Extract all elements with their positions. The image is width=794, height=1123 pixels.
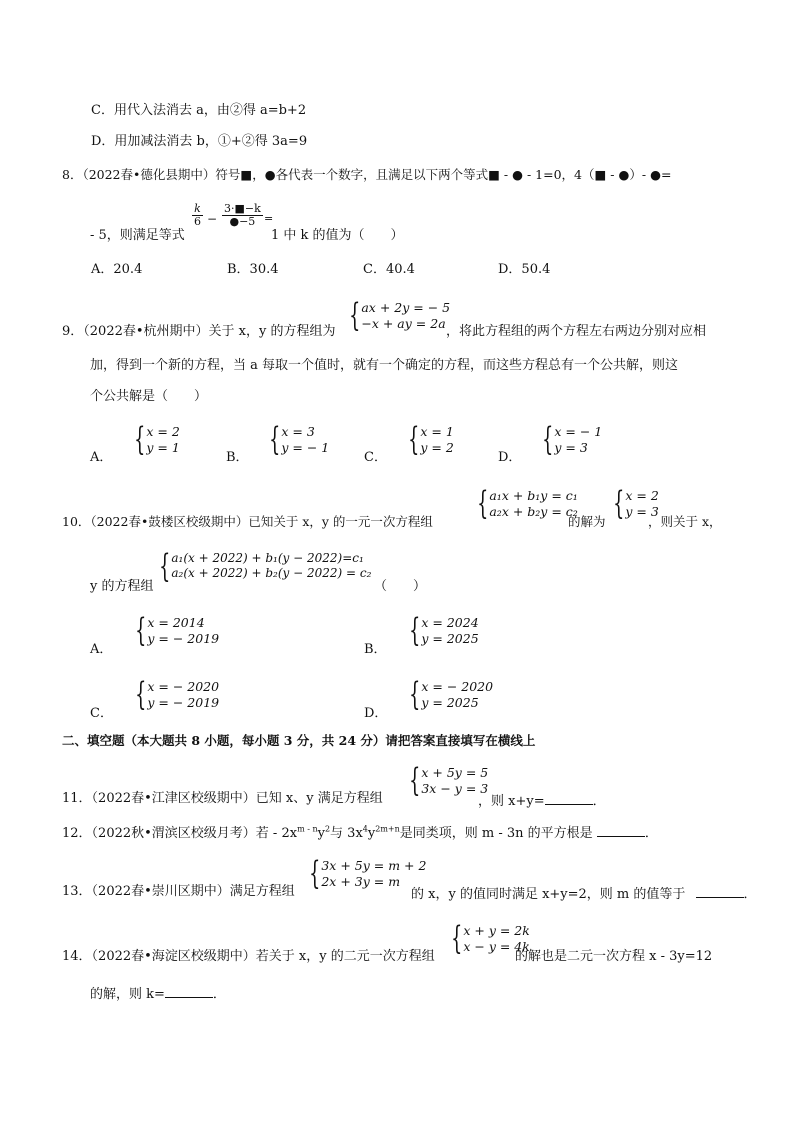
q10-a-row1: x = 2014 bbox=[147, 615, 205, 630]
q9-d-row2: y = 3 bbox=[554, 439, 588, 455]
q14-eq-2: x − y = 4k bbox=[463, 938, 530, 954]
q9-option-c-system: { x = 1 y = 2 bbox=[408, 420, 454, 458]
q13-eq-2: 2x + 3y = m bbox=[321, 873, 401, 889]
q9-c-row2: y = 2 bbox=[420, 439, 454, 455]
q10-system-2: { x = 2 y = 3 bbox=[613, 484, 659, 522]
q10-option-c-label: C． bbox=[90, 706, 113, 721]
q14-stem-pre: 14．（2022春•海淀区校级期中）若关于 x，y 的二元一次方程组 bbox=[62, 949, 435, 964]
q10-option-d-label: D． bbox=[364, 706, 388, 721]
q10-sys1-eq1: a₁x + b₁y = c₁ bbox=[489, 488, 578, 503]
q13-eq-1: 3x + 5y = m + 2 bbox=[321, 858, 427, 873]
q11-equation-system: { x + 5y = 5 3x − y = 3 bbox=[409, 761, 489, 799]
q9-option-d-label: D． bbox=[498, 450, 522, 465]
q8-equals-sign: = bbox=[264, 212, 274, 225]
q11-answer-line bbox=[478, 792, 606, 810]
q10-option-b-label: B． bbox=[364, 642, 387, 657]
q12-exponent-3: 4 bbox=[362, 824, 368, 834]
q8-frac1-den: 6 bbox=[194, 215, 201, 229]
q9-option-b-label: B． bbox=[226, 450, 249, 465]
q9-stem-line3: 个公共解是（ ） bbox=[90, 389, 208, 404]
q14-stem-post: 的解也是二元一次方程 x - 3y=12 bbox=[515, 949, 713, 964]
q10-c-row2: y = − 2019 bbox=[147, 694, 220, 710]
q11-eq-1: x + 5y = 5 bbox=[421, 765, 489, 780]
q11-end: ． bbox=[592, 794, 606, 809]
q10-stem-line2-post: （ ） bbox=[374, 579, 427, 594]
q14-answer-line bbox=[90, 985, 226, 1003]
q14-answer-blank[interactable] bbox=[165, 985, 213, 998]
q13-answer-blank[interactable] bbox=[696, 885, 744, 898]
q9-a-row2: y = 1 bbox=[146, 439, 180, 455]
q13-stem-pre: 13．（2022春•崇川区期中）满足方程组 bbox=[62, 884, 295, 899]
q7-option-c: C．用代入法消去 a，由②得 a=b+2 bbox=[91, 103, 307, 118]
q12-var-y1: y bbox=[317, 826, 325, 841]
q13-stem-post: 的 x，y 的值同时满足 x+y=2，则 m 的值等于 bbox=[411, 887, 686, 902]
q8-stem-pre: - 5，则满足等式 bbox=[90, 228, 185, 243]
q12-stem-pre: 12．（2022秋•渭滨区校级月考）若 - 2x bbox=[62, 826, 298, 841]
q9-stem-line2: 加，得到一个新的方程，当 a 每取一个值时，就有一个确定的方程，而这些方程总有一个公共解，则这 bbox=[90, 358, 679, 373]
q8-stem-line1: 8．（2022春•德化县期中）符号■，●各代表一个数字，且满足以下两个等式■ - ● - 1=0，4（■ - ●）- ●= bbox=[62, 167, 672, 182]
q8-option-c: C．40.4 bbox=[363, 262, 415, 277]
q10-stem-line2-pre: y 的方程组 bbox=[90, 579, 154, 594]
q10-b-row1: x = 2024 bbox=[421, 615, 479, 630]
q9-b-row2: y = − 1 bbox=[281, 439, 330, 455]
q9-d-row1: x = − 1 bbox=[554, 424, 603, 439]
q13-equation-system: { 3x + 5y = m + 2 2x + 3y = m bbox=[309, 854, 427, 892]
q10-option-b-system: { x = 2024 y = 2025 bbox=[409, 611, 479, 649]
q10-system-3: { a₁(x + 2022) + b₁(y − 2022)=c₁ a₂(x + 2022) + b₂(y − 2022) = c₂ bbox=[159, 547, 372, 585]
q13-answer-line bbox=[411, 885, 757, 903]
q9-option-b-system: { x = 3 y = − 1 bbox=[269, 420, 330, 458]
q10-option-a-label: A． bbox=[90, 642, 113, 657]
q13-end: ． bbox=[743, 887, 757, 902]
q10-stem-post: ，则关于 x， bbox=[648, 514, 722, 529]
q9-stem-pre: 9．（2022春•杭州期中）关于 x，y 的方程组为 bbox=[62, 324, 336, 339]
q9-option-a-system: { x = 2 y = 1 bbox=[134, 420, 180, 458]
q9-option-a-label: A． bbox=[90, 450, 113, 465]
q9-b-row1: x = 3 bbox=[281, 424, 315, 439]
q10-sys2-eq1: x = 2 bbox=[625, 488, 659, 503]
q11-stem-pre: 11．（2022春•江津区校级期中）已知 x、y 满足方程组 bbox=[62, 791, 383, 806]
q11-eq-2: 3x − y = 3 bbox=[421, 780, 489, 796]
q11-stem-post: ，则 x+y= bbox=[478, 794, 545, 809]
q10-stem-pre: 10．（2022春•鼓楼区校级期中）已知关于 x，y 的一元一次方程组 bbox=[62, 514, 433, 529]
q8-fraction-2 bbox=[222, 203, 263, 228]
q10-sys2-eq2: y = 3 bbox=[625, 503, 659, 519]
q9-equation-system bbox=[340, 296, 451, 334]
q14-eq-1: x + y = 2k bbox=[463, 923, 530, 938]
q9-c-row1: x = 1 bbox=[420, 424, 454, 439]
q12-answer-blank[interactable] bbox=[597, 824, 645, 837]
q9-option-d-system: { x = − 1 y = 3 bbox=[542, 420, 603, 458]
q8-option-b: B．30.4 bbox=[227, 262, 279, 277]
q8-frac2-num: 3·■−k bbox=[224, 202, 261, 215]
q10-sys3-eq1: a₁(x + 2022) + b₁(y − 2022)=c₁ bbox=[171, 551, 364, 565]
q10-d-row1: x = − 2020 bbox=[421, 679, 494, 694]
q8-frac2-den: ●−5 bbox=[229, 215, 256, 229]
q12-exponent-4: 2m+n bbox=[375, 824, 400, 834]
q11-answer-blank[interactable] bbox=[545, 792, 593, 805]
q9-option-c-label: C． bbox=[364, 450, 387, 465]
q12-stem-post: 是同类项，则 m - 3n 的平方根是 bbox=[399, 826, 593, 841]
q10-sys1-eq2: a₂x + b₂y = c₂ bbox=[489, 503, 578, 519]
q14-stem-line2: 的解，则 k= bbox=[90, 987, 165, 1002]
q14-equation-system: { x + y = 2k x − y = 4k bbox=[451, 919, 530, 957]
q10-sys3-eq2: a₂(x + 2022) + b₂(y − 2022) = c₂ bbox=[171, 566, 372, 580]
q8-option-a: A．20.4 bbox=[91, 262, 143, 277]
q10-stem-mid: 的解为 bbox=[568, 514, 606, 529]
q10-option-a-system: { x = 2014 y = − 2019 bbox=[135, 611, 220, 649]
q10-d-row2: y = 2025 bbox=[421, 694, 479, 710]
q12-exponent-2: 2 bbox=[324, 824, 331, 834]
q12-end: ． bbox=[644, 826, 658, 841]
q10-a-row2: y = − 2019 bbox=[147, 630, 220, 646]
q10-system-1: { a₁x + b₁y = c₁ a₂x + b₂y = c₂ bbox=[477, 484, 578, 522]
q7-option-d: D．用加减法消去 b，①+②得 3a=9 bbox=[91, 134, 308, 149]
q8-frac1-num: k bbox=[194, 202, 201, 215]
q12-exponent-1: m - n bbox=[297, 824, 318, 834]
q10-c-row1: x = − 2020 bbox=[147, 679, 220, 694]
section-heading-fill-in: 二、填空题（本大题共 8 小题，每小题 3 分，共 24 分）请把答案直接填写在横线上 bbox=[62, 733, 536, 748]
q8-option-d: D．50.4 bbox=[498, 262, 551, 277]
q9-eq-2: −x + ay = 2a bbox=[361, 315, 446, 331]
q8-stem-post: 1 中 k 的值为（ ） bbox=[271, 228, 404, 243]
left-brace: { bbox=[349, 296, 361, 334]
q10-option-c-system: { x = − 2020 y = − 2019 bbox=[135, 675, 220, 713]
q9-stem-post: ，将此方程组的两个方程左右两边分别对应相 bbox=[446, 324, 707, 339]
q10-option-d-system: { x = − 2020 y = 2025 bbox=[409, 675, 494, 713]
q14-end: ． bbox=[212, 987, 226, 1002]
q8-fraction-k-over-6 bbox=[192, 203, 203, 228]
q9-eq-1: ax + 2y = − 5 bbox=[361, 300, 451, 315]
q12-var-y2: y bbox=[367, 826, 376, 841]
q8-minus-sign: − bbox=[207, 212, 218, 226]
q9-a-row1: x = 2 bbox=[146, 424, 180, 439]
q10-b-row2: y = 2025 bbox=[421, 630, 479, 646]
q12-stem bbox=[62, 824, 658, 842]
q12-mid: 与 3x bbox=[330, 826, 363, 841]
